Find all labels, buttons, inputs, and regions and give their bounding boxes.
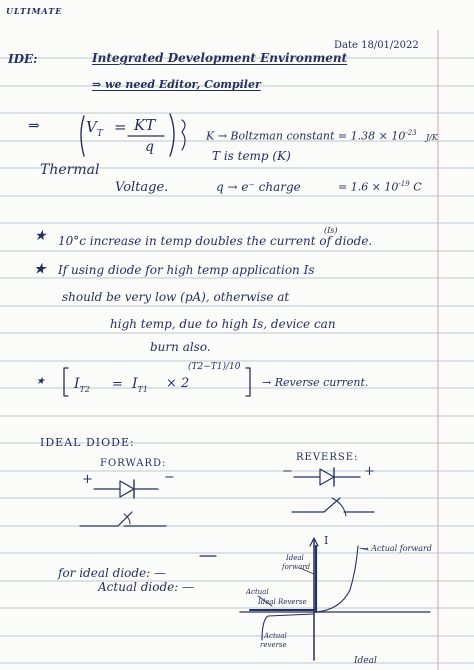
forward-switch-symbol: [80, 512, 166, 526]
ideal-diode-heading: IDEAL DIODE:: [40, 436, 135, 449]
actual-reverse-label-1: Actual: [264, 632, 287, 640]
ideal-diode-legend: for ideal diode: —: [58, 566, 167, 580]
charge-value: = $1.6 \times 10^{-19}$ C: [338, 180, 422, 194]
vt-denominator: q: [145, 139, 154, 155]
ide-requirements: ⇒ we need Editor, Compiler: [92, 78, 261, 91]
vt-numerator: KT: [134, 116, 156, 134]
charge-definition: q → e⁻ charge: [216, 180, 301, 194]
reverse-current-label: → Reverse current.: [262, 376, 369, 389]
ideal-reverse-label: Ideal Reverse: [258, 598, 307, 606]
forward-label: FORWARD:: [100, 458, 167, 469]
voltage-label: Voltage.: [115, 180, 169, 195]
bottom-ideal-label: Ideal: [354, 656, 377, 666]
note2-line3: high temp, due to high Is, device can: [110, 317, 336, 331]
reverse-diode-symbol: [294, 468, 360, 486]
vt-equals: =: [114, 118, 127, 136]
formula-arrow: ⇒: [28, 118, 40, 134]
ide-title: Integrated Development Environment: [92, 51, 348, 65]
ideal-forward-label-2: forward: [282, 563, 311, 571]
actual-reverse-label-2: reverse: [260, 641, 287, 649]
forward-minus: −: [164, 470, 175, 485]
boltzmann-definition: K → Boltzman constant = $1.38 \times 10^{-23}$: [206, 129, 417, 143]
reverse-switch-symbol: [292, 498, 374, 516]
it2-symbol: $I_{T2}$: [74, 376, 90, 394]
reverse-plus: +: [364, 464, 375, 479]
times-two: × 2: [166, 376, 190, 391]
reverse-label: REVERSE:: [296, 452, 359, 463]
note1-is-label: (Is): [324, 226, 338, 235]
page-date: Date 18/01/2022: [334, 40, 419, 51]
reverse-minus: −: [282, 464, 293, 479]
note2-line2: should be very low (pA), otherwise at: [62, 290, 290, 304]
notebook-brand: ULTIMATE: [6, 6, 63, 16]
ide-label: IDE:: [8, 52, 38, 66]
vt-symbol: $V_T$: [86, 118, 103, 139]
formula2-equals: =: [112, 377, 123, 392]
ideal-forward-label-1: Ideal: [286, 554, 304, 562]
it1-symbol: $I_{T1}$: [132, 376, 148, 394]
exponent: (T2−T1)/10: [188, 362, 241, 372]
note1-text: 10°c increase in temp doubles the current of diode.: [58, 234, 373, 248]
actual-diode-legend: Actual diode: —: [98, 580, 195, 594]
forward-plus: +: [82, 472, 93, 487]
actual-label-upper: Actual: [246, 588, 269, 596]
note1-star: ★: [34, 228, 47, 244]
temperature-definition: T is temp (K): [212, 149, 291, 163]
thermal-label: Thermal: [40, 162, 100, 178]
actual-forward-label: → Actual forward: [362, 544, 432, 553]
note2-star: ★: [34, 262, 46, 277]
forward-diode-symbol: [94, 480, 158, 498]
boltzmann-unit: J/K: [426, 133, 438, 142]
current-axis-label: I: [324, 534, 329, 547]
note2-line1: If using diode for high temp application Is: [58, 263, 315, 277]
note2-line4: burn also.: [150, 340, 211, 354]
formula2-star: ★: [36, 376, 45, 387]
